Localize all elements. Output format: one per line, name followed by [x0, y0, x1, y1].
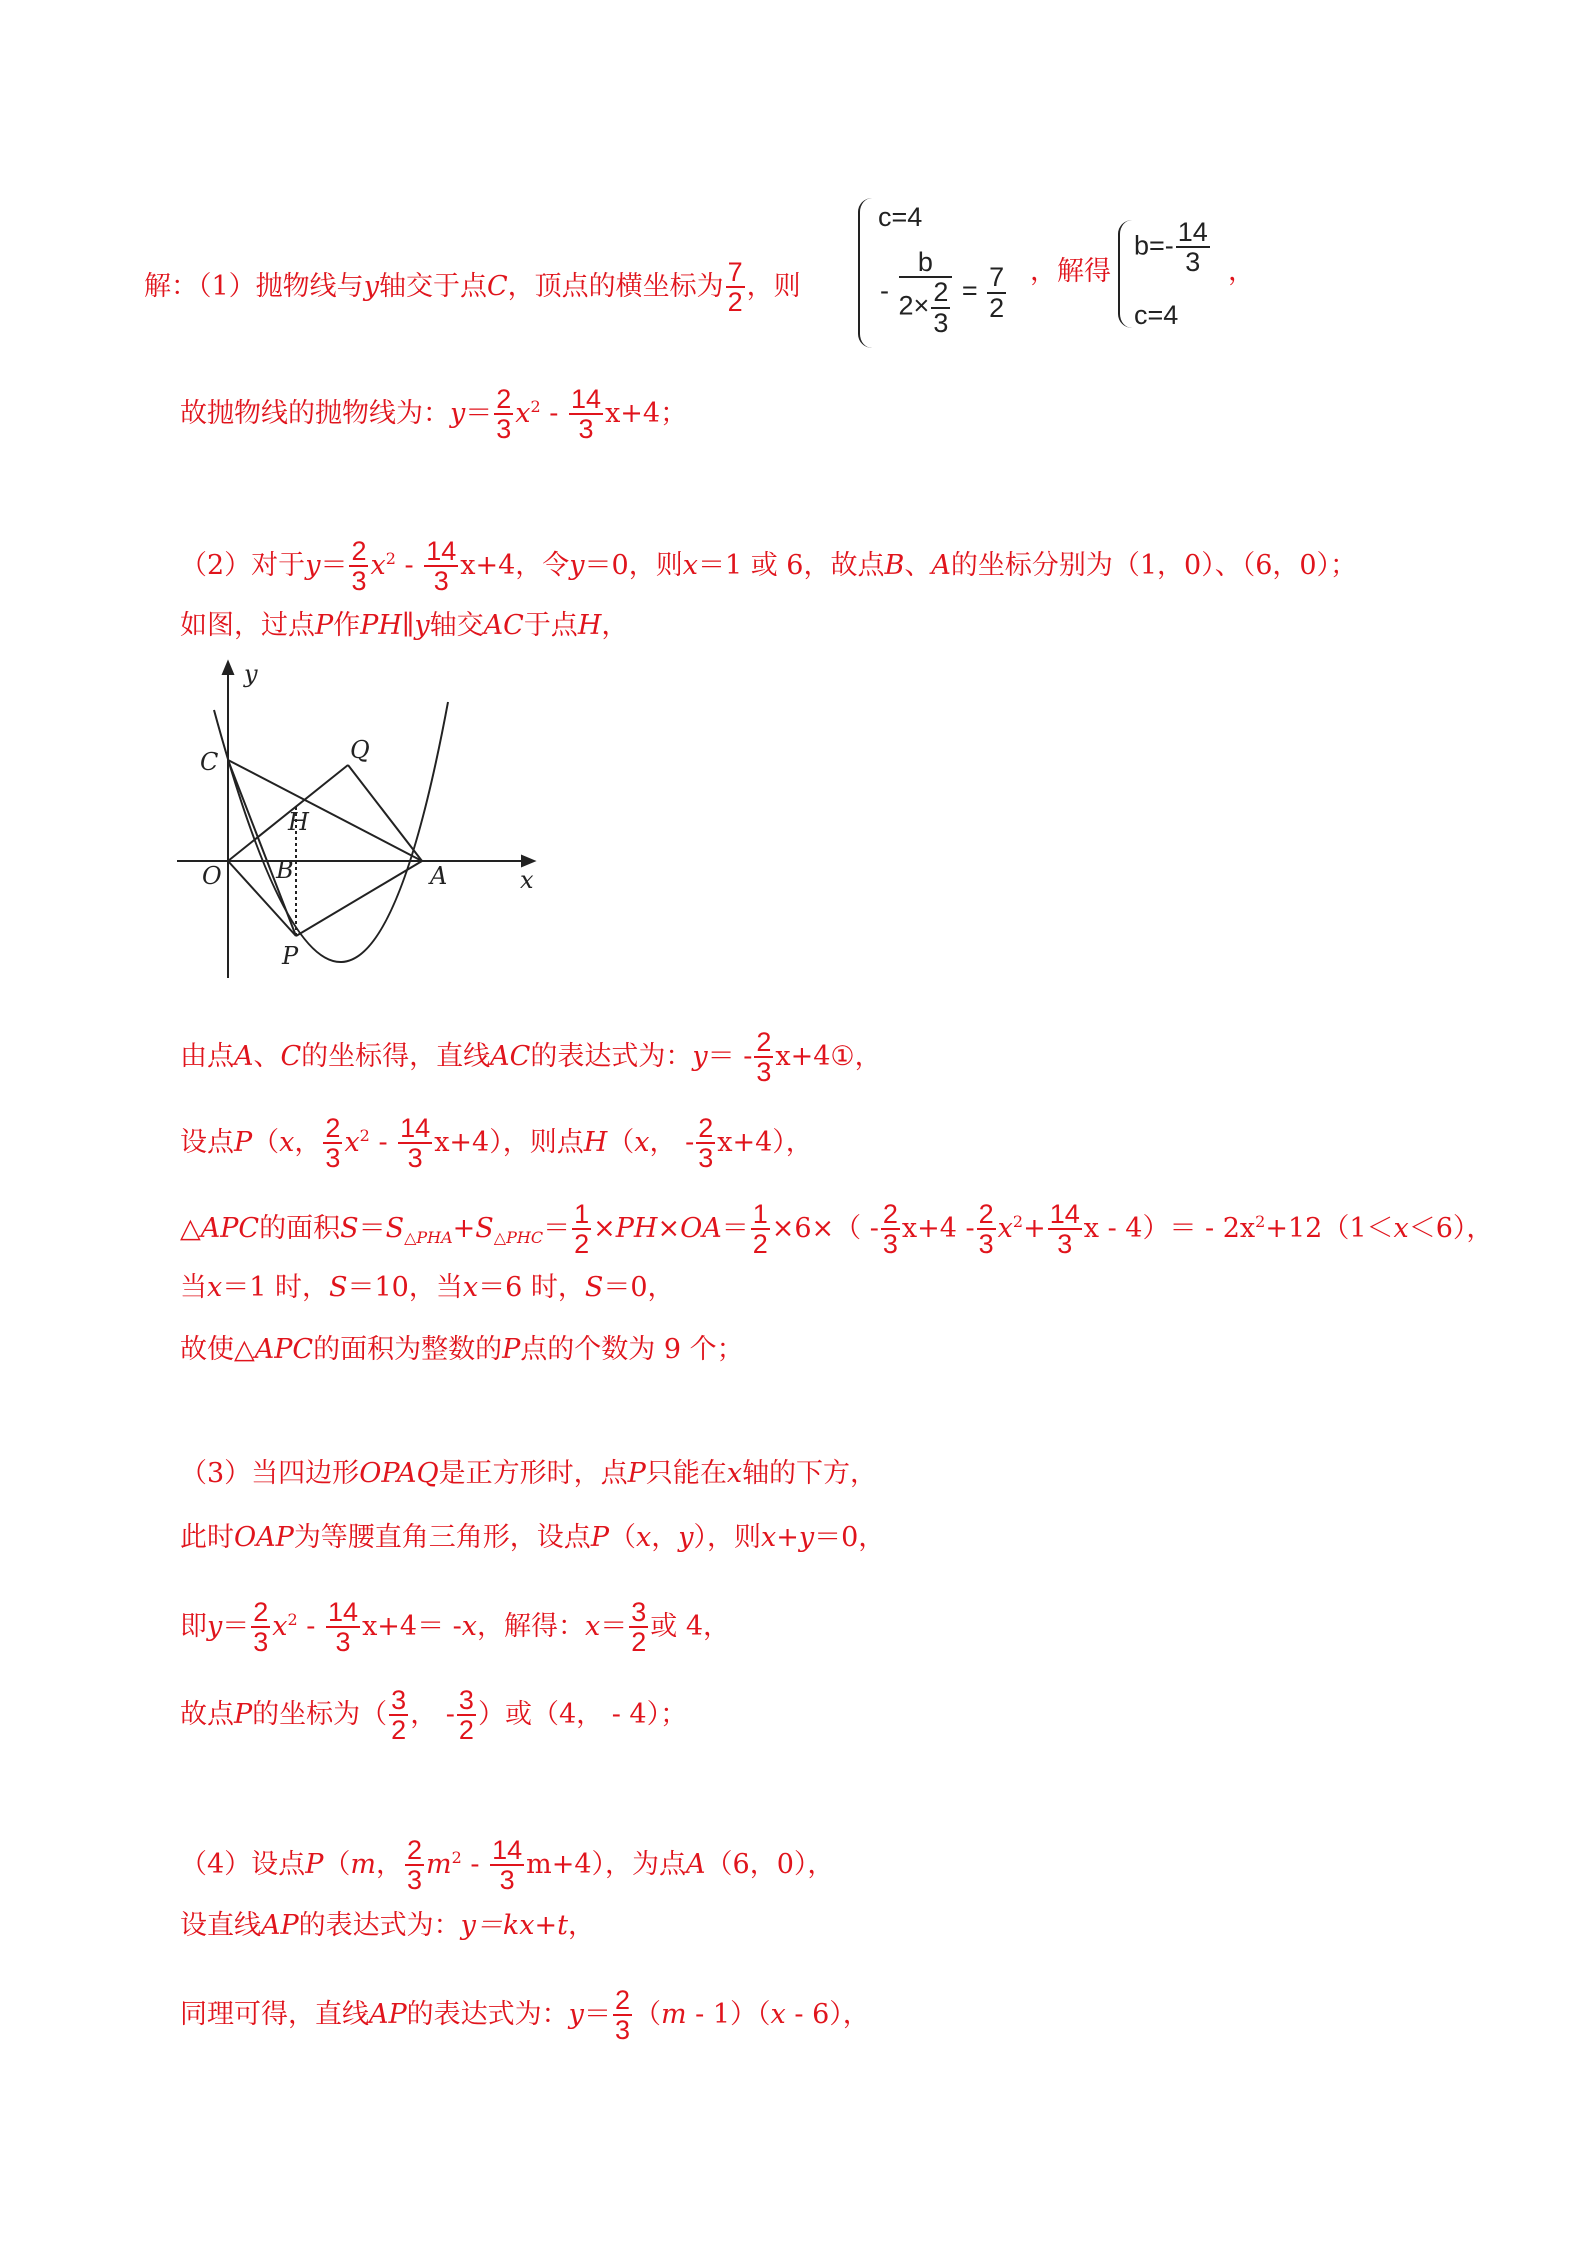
fig-label-H: H — [288, 808, 309, 836]
system1-row1: c=4 — [878, 202, 923, 232]
fraction-7-2: $\frac{7}{2}$ — [727, 257, 743, 318]
line-CP — [228, 760, 296, 936]
part1-solve-label: ，解得 — [1030, 256, 1111, 287]
fig-label-O: O — [202, 862, 222, 890]
system1-row2: - b 2× $\frac{2}{3}$ = $\frac{7}{2}$ — [880, 247, 1005, 338]
part3-line2: 此时OAP为等腰直角三角形，设点P（x，y），则x+y＝0， — [180, 1522, 886, 1553]
line-PA — [296, 861, 422, 936]
part1-conclusion: 故抛物线的抛物线为：y＝ $\frac{2}{3}$ $x^2$ - $\frac{14}{3}$ x+4； — [180, 384, 688, 445]
part2-line2: 如图，过点P作PH∥y轴交AC于点H， — [180, 610, 629, 641]
fig-label-Q: Q — [350, 736, 370, 764]
part1-line1: 解：（1）抛物线与y轴交于点C，顶点的横坐标为 $\frac{7}{2}$ ，则 — [144, 257, 801, 318]
fig-label-B: B — [276, 856, 294, 884]
parabola-curve — [214, 702, 448, 962]
part3-line3: 即y＝ $\frac{2}{3}$ $x^2$ - $\frac{14}{3}$ x+4＝ -x，解得：x＝ $\frac{3}{2}$ 或 4， — [180, 1597, 731, 1658]
fig-label-y: y — [244, 660, 258, 688]
part2-line3: 由点A、C的坐标得，直线AC的表达式为：y＝ - $\frac{2}{3}$ x+4①， — [180, 1027, 882, 1088]
system-brace-2 — [1118, 220, 1132, 328]
part1-comma: ， — [1228, 256, 1255, 287]
part2-line4: 设点P（x， $\frac{2}{3}$ $x^2$ - $\frac{14}{3}$ x+4），则点H（x， - $\frac{2}{3}$ x+4）， — [180, 1113, 813, 1174]
part2-line6: 当x＝1 时，S＝10，当x＝6 时，S＝0， — [180, 1272, 675, 1303]
part2-line5: △APC的面积$S=S_{\triangle PHA}+S_{\triangle PHC}=$ $\frac{1}{2}$ ×PH×OA＝ $\frac{1}{2}$ ×6×（ - $\frac{2}{3}$ x+4 - $\frac{2}{3}$ $x^2+$ $\frac{14}{3}$ $x - 4)= - 2x^2+12(1<x<6)$， — [180, 1199, 1494, 1260]
fig-label-x: x — [520, 866, 534, 894]
parabola-figure — [172, 658, 552, 998]
fig-label-P: P — [282, 942, 299, 970]
part4-line3: 同理可得，直线AP的表达式为：y＝ $\frac{2}{3}$ （m - 1）（x - 6）， — [180, 1985, 870, 2046]
part2-line7: 故使△APC的面积为整数的P点的个数为 9 个； — [180, 1334, 744, 1365]
system-brace-1 — [858, 198, 874, 348]
part3-line1: （3）当四边形OPAQ是正方形时，点P只能在x轴的下方， — [180, 1458, 878, 1489]
system2-row2: c=4 — [1134, 300, 1179, 330]
part4-line2: 设直线AP的表达式为：y＝kx+t， — [180, 1910, 595, 1941]
system2-row1: b=- $\frac{14}{3}$ — [1134, 217, 1208, 278]
line-QA — [348, 765, 422, 861]
fig-label-C: C — [200, 748, 219, 776]
part2-line1: （2）对于y＝ $\frac{2}{3}$ $x^2$ - $\frac{14}{3}$ x+4，令y＝0，则x＝1 或 6，故点B、A的坐标分别为（1，0）、（6，0）； — [180, 536, 1358, 597]
part3-line4: 故点P的坐标为（ $\frac{3}{2}$ ， - $\frac{3}{2}$ ）或（4， - 4）； — [180, 1685, 688, 1746]
fig-label-A: A — [430, 862, 448, 890]
part4-line1: （4）设点P（m， $\frac{2}{3}$ $m^2$ - $\frac{14}{3}$ m+4），为点A（6，0）， — [180, 1835, 835, 1896]
